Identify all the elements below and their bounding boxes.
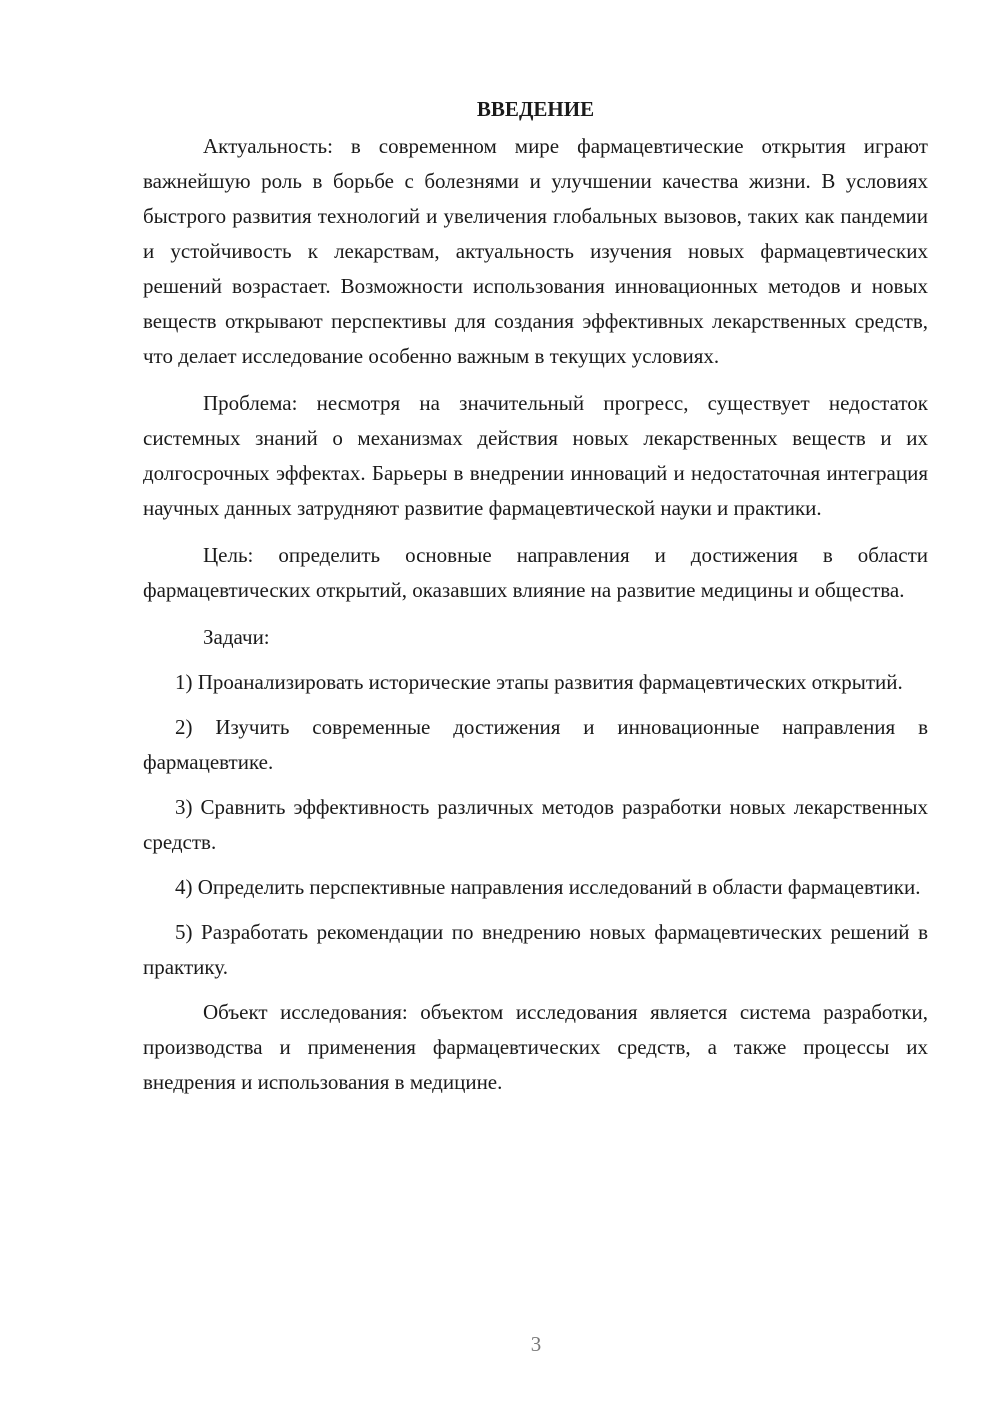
task-item: 4) Определить перспективные направления исследований в области фармацевтики. xyxy=(175,875,921,899)
paragraph-problem: Проблема: несмотря на значительный прогресс, существует недостаток системных знаний о механизмах действия новых лекарственных веществ и их долгосрочных эффектах. Барьеры в внедрении инноваций и недостаточная интеграция научных данных затрудняют развитие фармацевтической науки и практики. xyxy=(143,391,928,520)
paragraph-relevance: Актуальность: в современном мире фармацевтические открытия играют важнейшую роль в борьбе с болезнями и улучшении качества жизни. В условиях быстрого развития технологий и увеличения глобальных вызовов, таких как пандемии и устойчивость к лекарствам, актуальность изучения новых фармацевтических решений возрастает. Возможности использования инновационных методов и новых веществ открывают перспективы для создания эффективных лекарственных средств, что делает исследование особенно важным в текущих условиях. xyxy=(143,134,928,368)
task-item: 5) Разработать рекомендации по внедрению новых фармацевтических решений в практику. xyxy=(143,920,928,979)
document-page xyxy=(143,92,928,1112)
task-item: 1) Проанализировать исторические этапы развития фармацевтических открытий. xyxy=(175,670,903,694)
page-number: 3 xyxy=(530,1332,542,1356)
task-item: 3) Сравнить эффективность различных методов разработки новых лекарственных средств. xyxy=(143,795,928,854)
tasks-heading: Задачи: xyxy=(203,625,270,649)
task-item: 2) Изучить современные достижения и инновационные направления в фармацевтике. xyxy=(143,715,928,774)
tasks-list xyxy=(143,665,928,985)
paragraph-goal: Цель: определить основные направления и достижения в области фармацевтических открытий, оказавших влияние на развитие медицины и общества. xyxy=(143,543,928,602)
page-title: ВВЕДЕНИЕ xyxy=(476,97,595,121)
paragraph-object: Объект исследования: объектом исследования является система разработки, производства и применения фармацевтических средств, а также процессы их внедрения и использования в медицине. xyxy=(143,1000,928,1094)
